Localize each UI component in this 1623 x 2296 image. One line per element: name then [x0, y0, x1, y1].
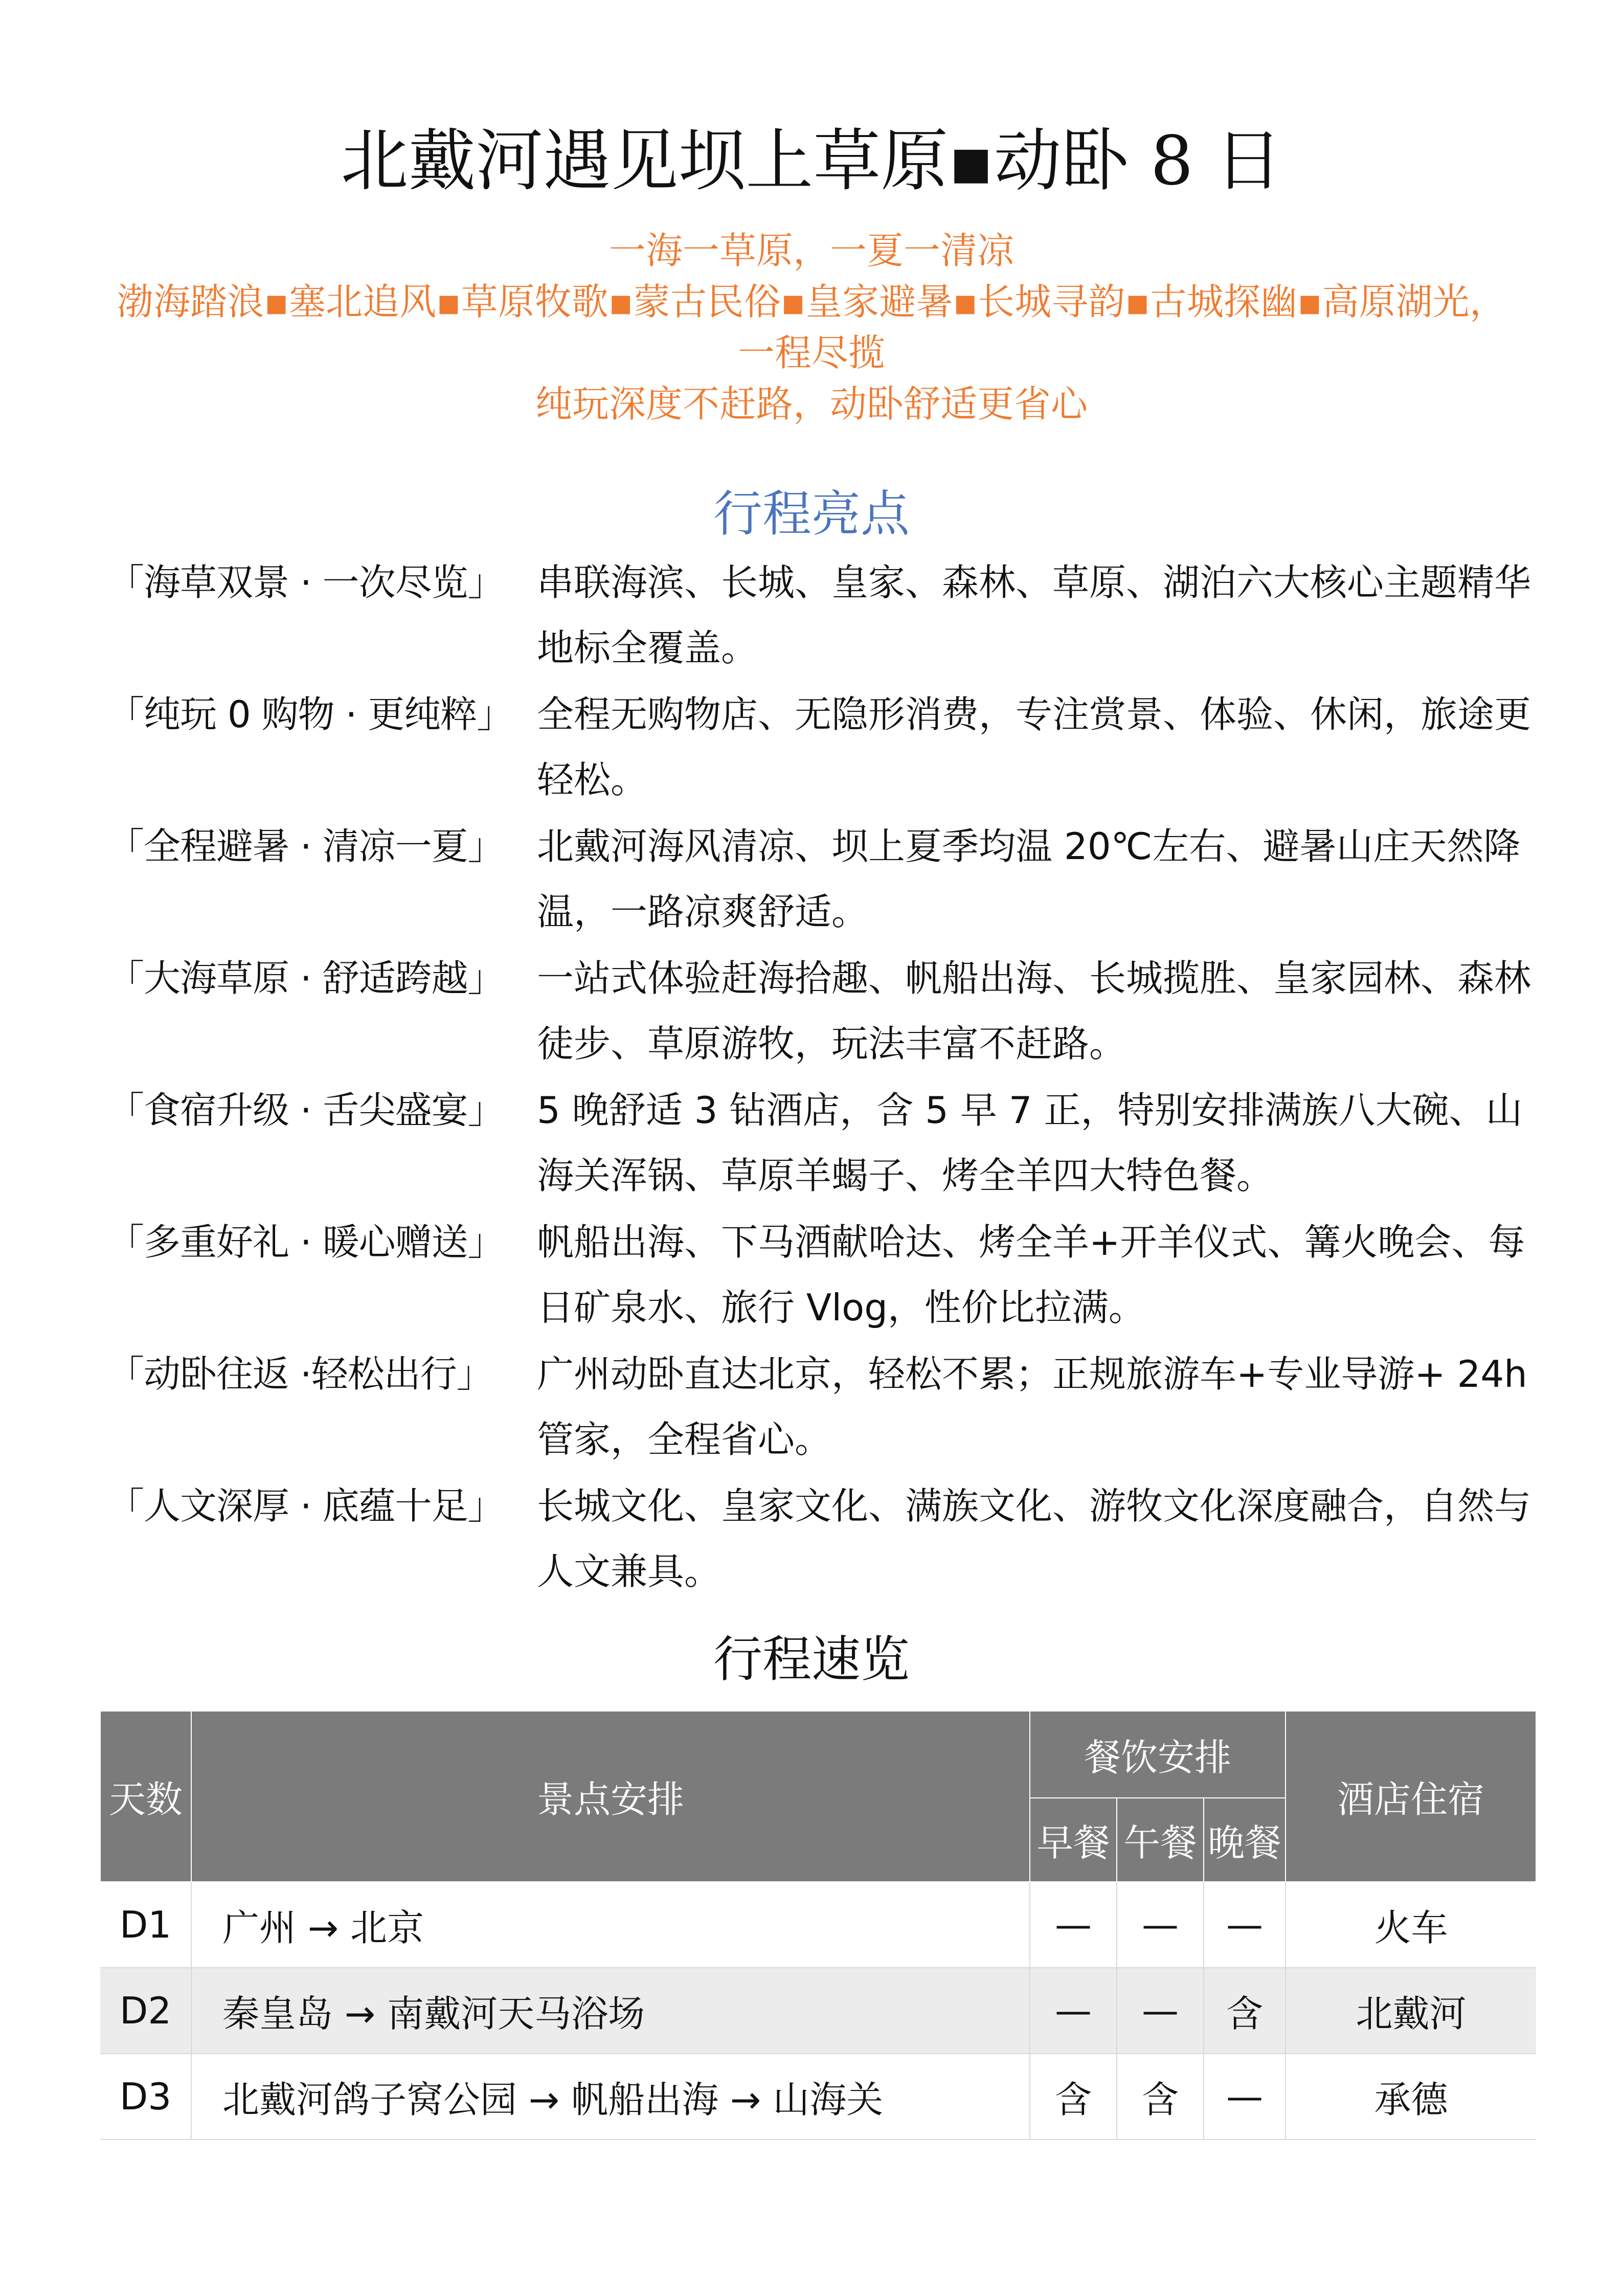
highlight-text: 长城文化、皇家文化、满族文化、游牧文化深度融合，自然与人文兼具。: [537, 1484, 1531, 1593]
cell-day: D3: [100, 2054, 191, 2140]
itinerary-overview-table: [100, 1710, 1537, 2140]
cell-spots: 秦皇岛 → 南戴河天马浴场: [191, 1968, 1030, 2054]
cell-dinner: —: [1204, 2054, 1286, 2140]
highlight-key: 「食宿升级 · 舌尖盛宴」: [107, 1089, 504, 1132]
highlight-item: [107, 682, 1534, 813]
header-day: 天数: [100, 1711, 191, 1882]
highlight-item: [107, 946, 1534, 1076]
highlight-item: [107, 1473, 1534, 1604]
header-lunch: 午餐: [1117, 1798, 1204, 1882]
cell-day: D1: [100, 1882, 191, 1968]
cell-breakfast: 含: [1030, 2054, 1117, 2140]
highlight-text: 全程无购物店、无隐形消费，专注赏景、体验、休闲，旅途更轻松。: [537, 693, 1531, 801]
highlights-title: 行程亮点: [713, 485, 910, 543]
header-spots: 景点安排: [191, 1711, 1030, 1882]
highlight-key: 「纯玩 0 购物 · 更纯粹」: [107, 693, 513, 736]
table-row: [100, 1882, 1536, 1968]
cell-dinner: 含: [1204, 1968, 1286, 2054]
cell-breakfast: —: [1030, 1968, 1117, 2054]
header-dinner: 晚餐: [1204, 1798, 1286, 1882]
highlight-key: 「人文深厚 · 底蕴十足」: [107, 1484, 504, 1527]
tagline: 一海一草原，一夏一清凉: [608, 229, 1014, 272]
highlight-key: 「多重好礼 · 暖心赠送」: [107, 1221, 504, 1264]
page-title: 北戴河遇见坝上草原▪动卧 8 日: [341, 122, 1282, 200]
tagline: 渤海踏浪▪塞北追风▪草原牧歌▪蒙古民俗▪皇家避暑▪长城寻韵▪古城探幽▪高原湖光，: [117, 280, 1506, 323]
overview-title: 行程速览: [713, 1631, 910, 1688]
highlight-text: 串联海滨、长城、皇家、森林、草原、湖泊六大核心主题精华地标全覆盖。: [537, 561, 1531, 669]
cell-day: D2: [100, 1968, 191, 2054]
cell-lunch: —: [1117, 1882, 1204, 1968]
highlight-key: 「全程避暑 · 清凉一夏」: [107, 825, 504, 868]
cell-lunch: 含: [1117, 2054, 1204, 2140]
highlight-key: 「动卧往返 ·轻松出行」: [107, 1353, 493, 1395]
highlight-text: 北戴河海风清凉、坝上夏季均温 20℃左右、避暑山庄天然降温，一路凉爽舒适。: [537, 825, 1521, 933]
highlight-item: [107, 1341, 1534, 1472]
highlight-item: [107, 1077, 1534, 1208]
highlight-item: [107, 550, 1534, 681]
table-row: [100, 2054, 1536, 2140]
tagline: 纯玩深度不赶路，动卧舒适更省心: [535, 382, 1088, 425]
highlight-key: 「大海草原 · 舒适跨越」: [107, 957, 504, 1000]
cell-breakfast: —: [1030, 1882, 1117, 1968]
highlight-text: 一站式体验赶海拾趣、帆船出海、长城揽胜、皇家园林、森林徒步、草原游牧，玩法丰富不赶路。: [537, 957, 1531, 1065]
highlight-item: [107, 814, 1534, 944]
highlight-text: 广州动卧直达北京，轻松不累；正规旅游车+专业导游+ 24h 管家，全程省心。: [537, 1353, 1527, 1461]
cell-spots: 广州 → 北京: [191, 1882, 1030, 1968]
highlight-text: 5 晚舒适 3 钻酒店，含 5 早 7 正，特别安排满族八大碗、山海关浑锅、草原羊蝎子、烤全羊四大特色餐。: [537, 1089, 1523, 1197]
cell-spots: 北戴河鸽子窝公园 → 帆船出海 → 山海关: [191, 2054, 1030, 2140]
header-hotel: 酒店住宿: [1286, 1711, 1536, 1882]
table-row: [100, 1968, 1536, 2054]
cell-hotel: 北戴河: [1286, 1968, 1536, 2054]
cell-hotel: 火车: [1286, 1882, 1536, 1968]
taglines: [92, 225, 1531, 430]
highlight-item: [107, 1209, 1534, 1340]
header-meals: 餐饮安排: [1030, 1711, 1286, 1798]
cell-lunch: —: [1117, 1968, 1204, 2054]
tagline: 一程尽揽: [737, 331, 885, 374]
cell-hotel: 承德: [1286, 2054, 1536, 2140]
highlight-key: 「海草双景 · 一次尽览」: [107, 561, 504, 604]
highlight-text: 帆船出海、下马酒献哈达、烤全羊+开羊仪式、篝火晚会、每日矿泉水、旅行 Vlog，性价比拉满。: [537, 1221, 1525, 1329]
highlights-list: [107, 550, 1534, 1605]
header-breakfast: 早餐: [1030, 1798, 1117, 1882]
cell-dinner: —: [1204, 1882, 1286, 1968]
